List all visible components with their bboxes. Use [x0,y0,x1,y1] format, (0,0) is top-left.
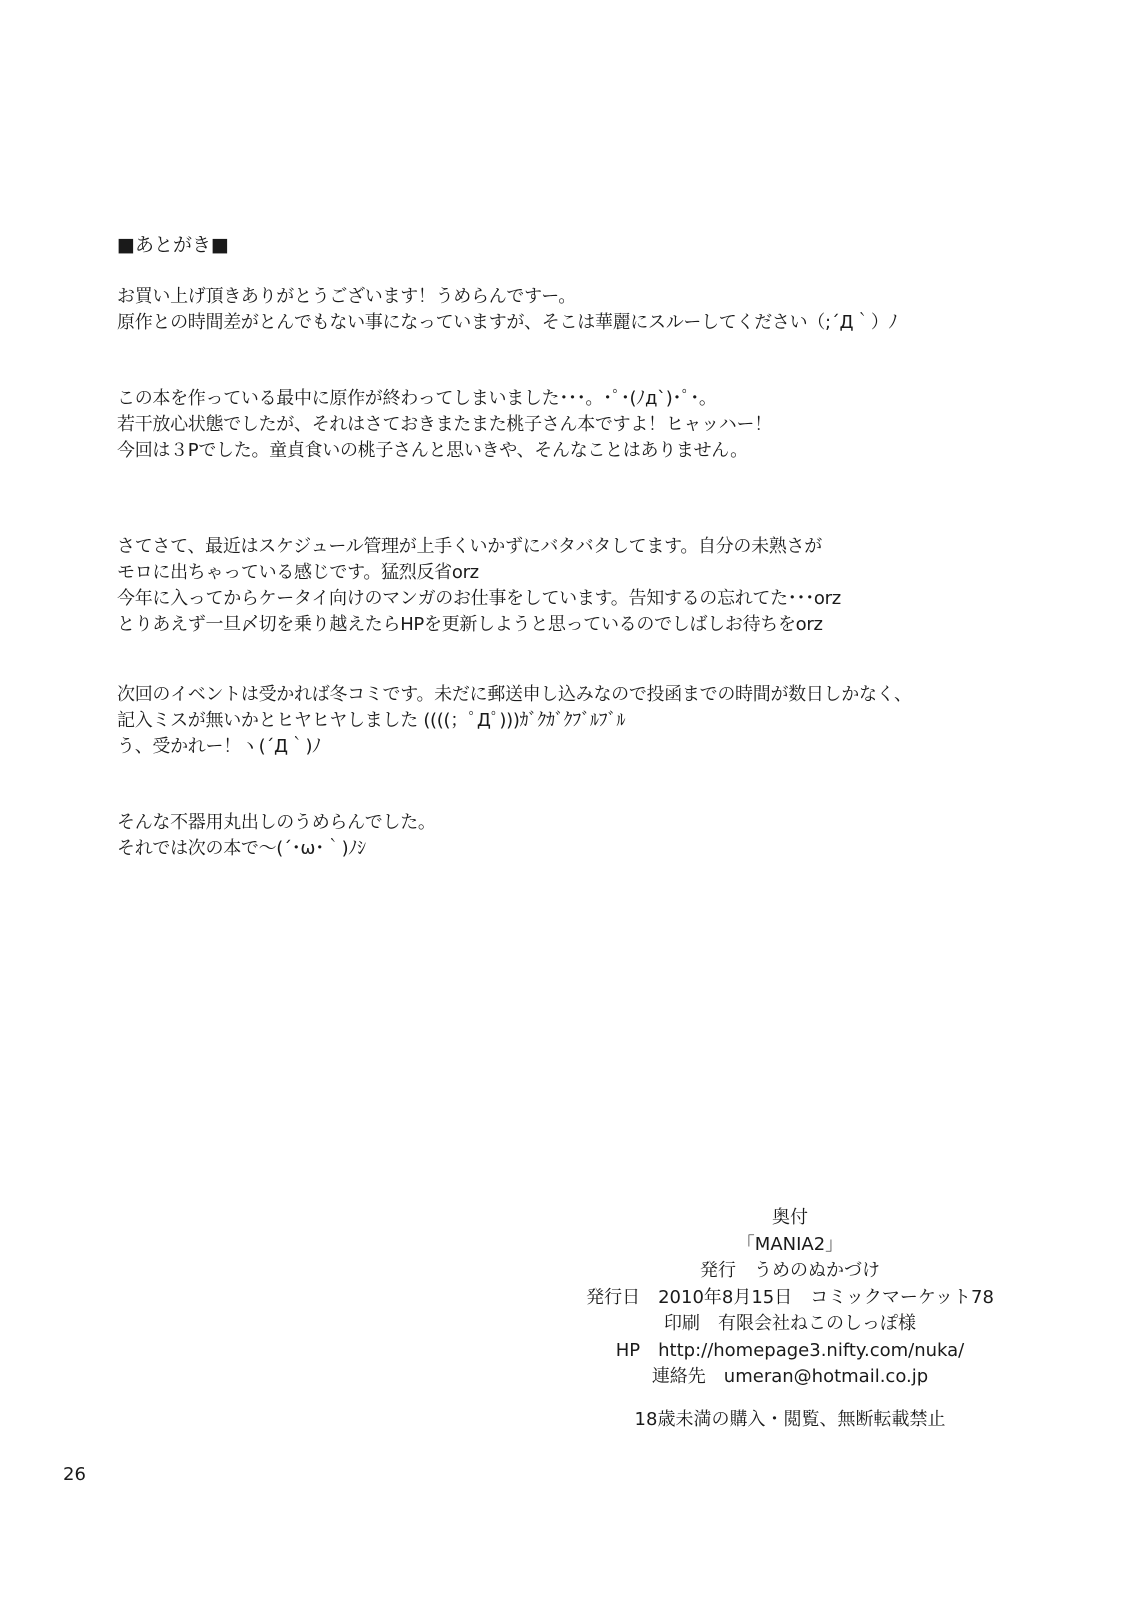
colophon-title: 奥付 [772,1207,808,1228]
afterword-paragraph-3 [117,534,1017,638]
afterword-line: そんな不器用丸出しのうめらんでした。 [117,812,436,833]
colophon-date: 発行日 2010年8月15日 コミックマーケット78 [586,1286,994,1308]
afterword-line: 原作との時間差がとんでもない事になっていますが、そこは華麗にスルーしてください（;´Д｀）ﾉ [117,312,898,333]
afterword-paragraph-2 [117,386,1017,464]
colophon-homepage: HP http://homepage3.nifty.com/nuka/ [615,1339,965,1361]
afterword-heading: ■あとがき■ [117,234,229,256]
afterword-line: とりあえず一旦〆切を乗り越えたらHPを更新しようと思っているのでしばしお待ちをorz [117,614,823,635]
afterword-line: モロに出ちゃっている感じです。猛烈反省orz [117,562,479,583]
colophon-notice: 18歳未満の購入・閲覧、無断転載禁止 [634,1408,946,1430]
colophon-printer: 印刷 有限会社ねこのしっぽ様 [664,1313,916,1334]
colophon-publisher: 発行 うめのぬかづけ [700,1260,880,1281]
afterword-line: さてさて、最近はスケジュール管理が上手くいかずにバタバタしてます。自分の未熟さが [117,536,822,557]
afterword-line: 若干放心状態でしたが、それはさておきまたまた桃子さん本ですよ！ヒャッハー！ [117,414,772,435]
colophon-contact: 連絡先 umeran@hotmail.co.jp [651,1366,929,1387]
afterword-paragraph-4 [117,682,1017,760]
afterword-line: 記入ミスが無いかとヒヤヒヤしました ((((；ﾟДﾟ)))ｶﾞｸｶﾞｸﾌﾞﾙﾌﾞﾙ [117,710,626,731]
afterword-line: それでは次の本で～(´･ω･｀)ﾉｼ [117,838,366,859]
afterword-line: 今年に入ってからケータイ向けのマンガのお仕事をしています。告知するの忘れてた･･･orz [117,588,841,609]
afterword-line: 次回のイベントは受かれば冬コミです。未だに郵送申し込みなので投函までの時間が数日しかなく、 [117,684,912,705]
afterword-line: お買い上げ頂きありがとうございます！うめらんですー。 [117,286,576,307]
afterword-paragraph-5 [117,810,1017,862]
afterword-paragraph-1 [117,284,1017,336]
colophon [560,1205,1020,1433]
page-number: 26 [63,1464,86,1485]
afterword-line: う、受かれー！ヽ(´Д｀)ﾉ [117,736,321,757]
colophon-book-title: 「MANIA2」 [736,1233,844,1255]
afterword-line: 今回は３Pでした。童貞食いの桃子さんと思いきや、そんなことはありません。 [117,440,748,461]
afterword-line: この本を作っている最中に原作が終わってしまいました･･･。･ﾟ･(ﾉд`)･ﾟ･。 [117,388,717,409]
afterword-section [117,232,1017,862]
